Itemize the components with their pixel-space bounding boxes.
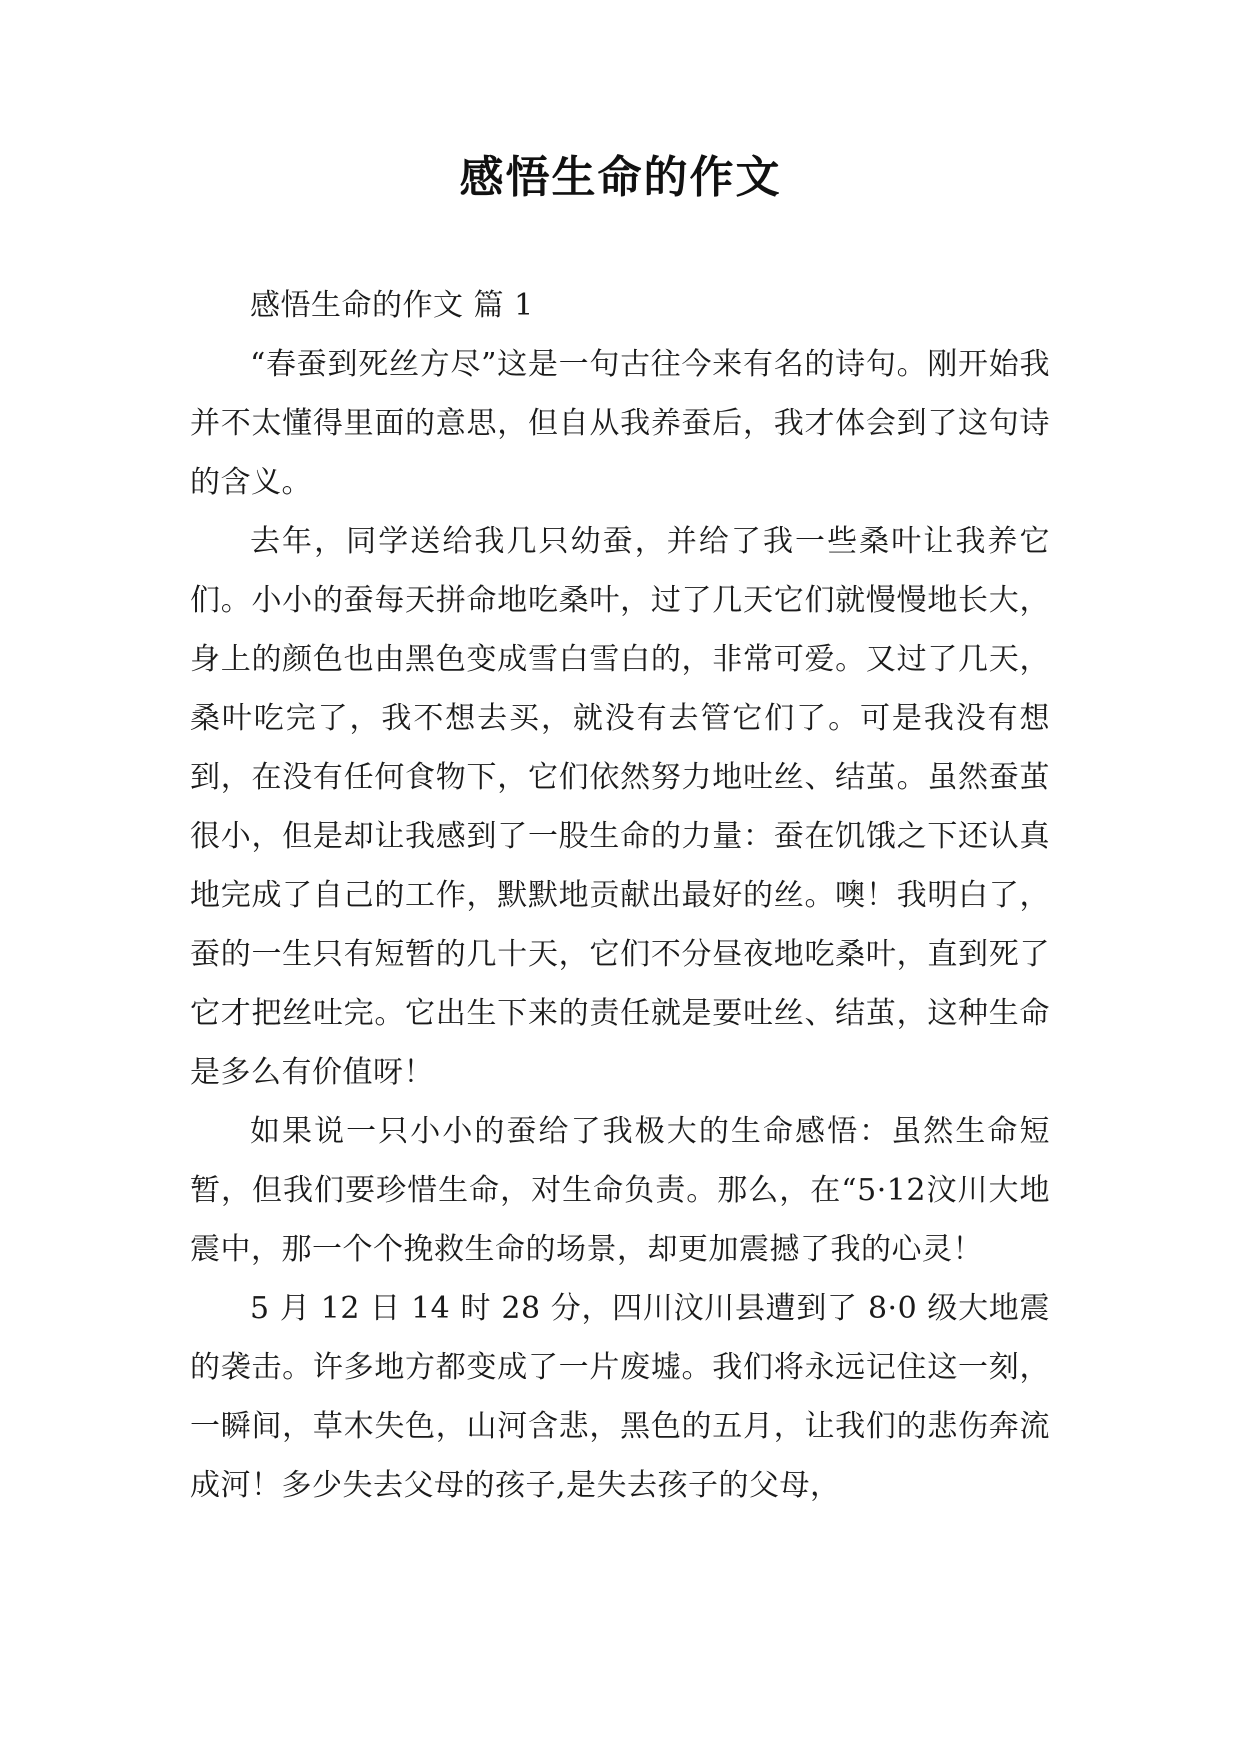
document-body (190, 276, 1050, 1515)
paragraph-2: 去年，同学送给我几只幼蚕，并给了我一些桑叶让我养它们。小小的蚕每天拼命地吃桑叶，过了几天它们就慢慢地长大，身上的颜色也由黑色变成雪白雪白的，非常可爱。又过了几天，桑叶吃完了，我不想去买，就没有去管它们了。可是我没有想到，在没有任何食物下，它们依然努力地吐丝、结茧。虽然蚕茧很小，但是却让我感到了一股生命的力量：蚕在饥饿之下还认真地完成了自己的工作，默默地贡献出最好的丝。噢！我明白了，蚕的一生只有短暂的几十天，它们不分昼夜地吃桑叶，直到死了它才把丝吐完。它出生下来的责任就是要吐丝、结茧，这种生命是多么有价值呀！ (190, 524, 1050, 1090)
paragraph-1: “春蚕到死丝方尽”这是一句古往今来有名的诗句。刚开始我并不太懂得里面的意思，但自从我养蚕后，我才体会到了这句诗的含义。 (190, 347, 1050, 500)
paragraph-3: 如果说一只小小的蚕给了我极大的生命感悟：虽然生命短暂，但我们要珍惜生命，对生命负责。那么，在“5·12汶川大地震中，那一个个挽救生命的场景，却更加震撼了我的心灵！ (190, 1114, 1050, 1267)
paragraph-4: 5 月 12 日 14 时 28 分，四川汶川县遭到了 8·0 级大地震的袭击。许多地方都变成了一片废墟。我们将永远记住这一刻，一瞬间，草木失色，山河含悲，黑色的五月，让我们的悲伤奔流成河！多少失去父母的孩子,是失去孩子的父母， (190, 1291, 1050, 1503)
document-title: 感悟生命的作文 (459, 152, 782, 203)
section-heading: 感悟生命的作文 篇 1 (250, 288, 534, 323)
